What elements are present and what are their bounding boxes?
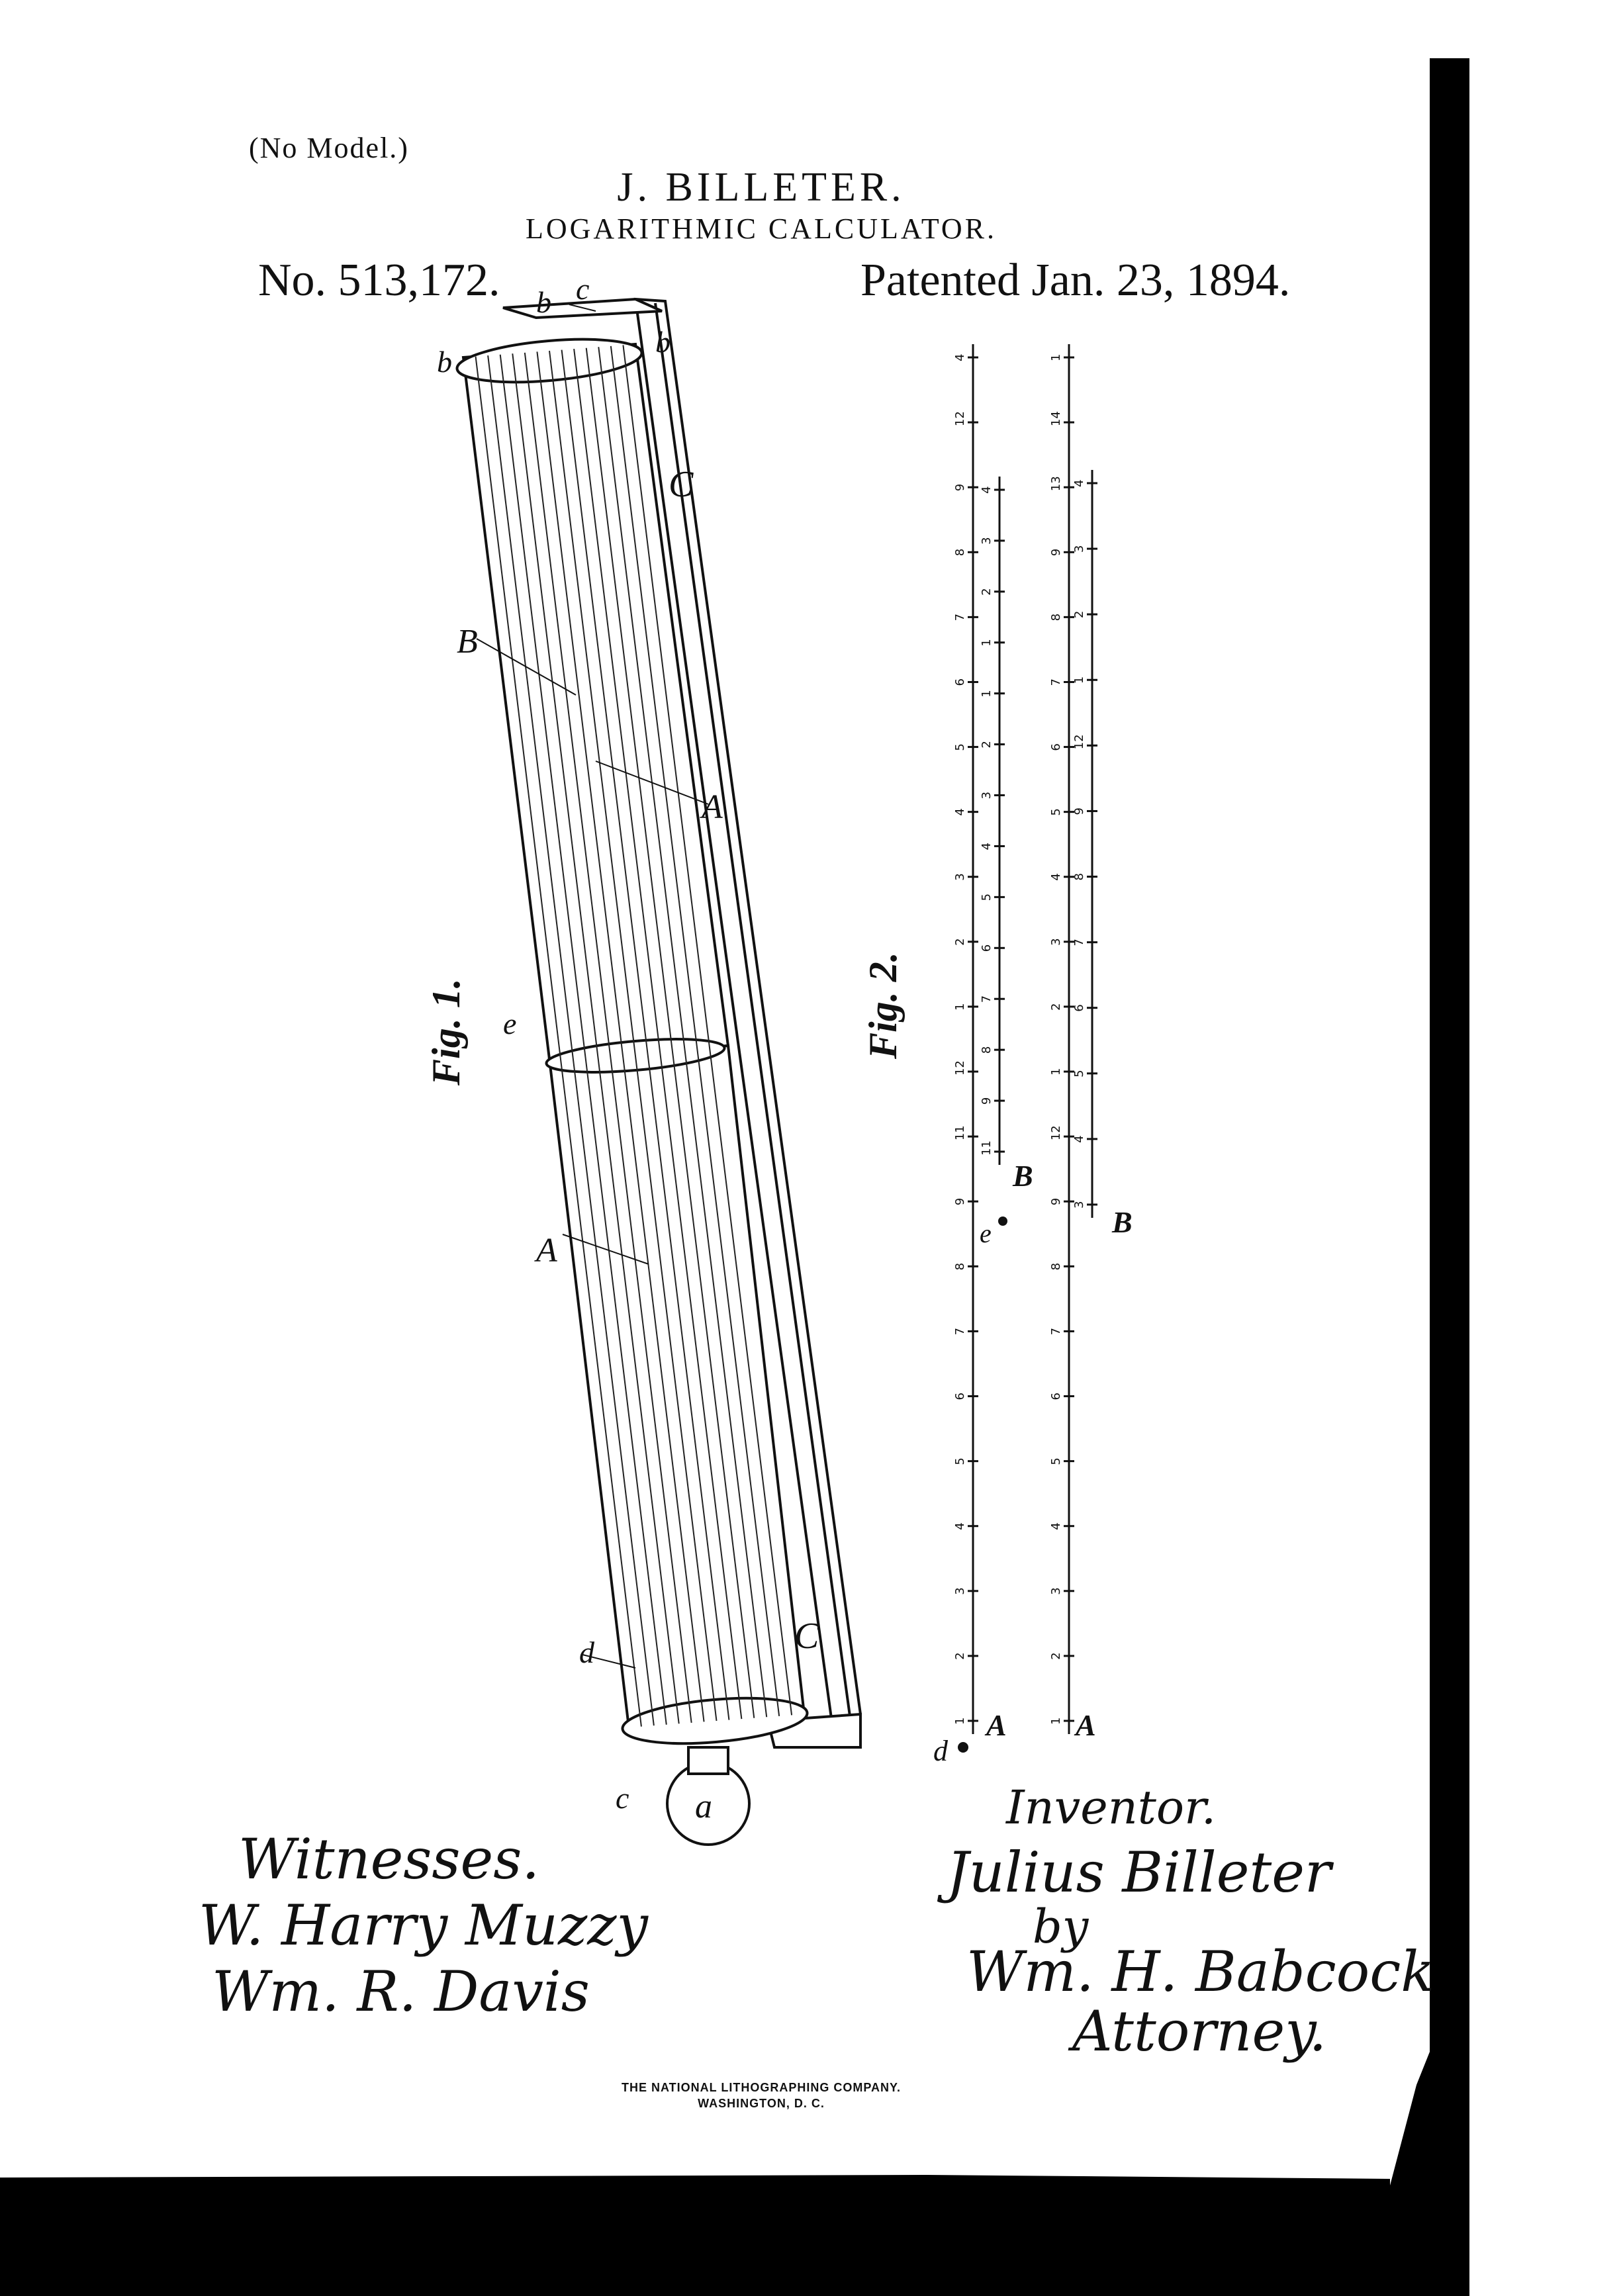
ref-letter-C-lower: C bbox=[794, 1616, 819, 1657]
scale-b-numeral: 8 bbox=[980, 1046, 994, 1054]
scale-b-numeral: 3 bbox=[980, 792, 994, 800]
ref-letter-A-fig2-a: A bbox=[986, 1708, 1007, 1742]
scale-c-numeral: 3 bbox=[1049, 938, 1063, 946]
scale-a-numeral: 4 bbox=[953, 808, 967, 816]
figure-2-label: Fig. 2. bbox=[861, 952, 905, 1059]
scale-d-numeral: 9 bbox=[1072, 807, 1086, 815]
scale-d-numeral: 8 bbox=[1072, 873, 1086, 881]
ref-letter-A-upper: A bbox=[702, 788, 723, 826]
scale-b-numeral: 4 bbox=[980, 486, 994, 494]
scale-a-numeral: 11 bbox=[953, 1125, 967, 1141]
ref-letter-a: a bbox=[695, 1788, 712, 1825]
ref-letter-d: d bbox=[579, 1635, 594, 1669]
scale-a-numeral: 7 bbox=[953, 613, 967, 621]
scale-d-numeral: 3 bbox=[1072, 545, 1086, 553]
scale-a-numeral: 3 bbox=[953, 1587, 967, 1595]
scale-c-numeral: 3 bbox=[1049, 1587, 1063, 1595]
scale-d-numeral: 3 bbox=[1072, 1201, 1086, 1209]
patent-date: Patented Jan. 23, 1894. bbox=[860, 255, 1291, 306]
scale-a-numeral: 1 bbox=[953, 1003, 967, 1011]
scale-a-numeral: 6 bbox=[953, 678, 967, 686]
scale-b-numeral: 1 bbox=[980, 690, 994, 698]
scale-a-numeral: 1 bbox=[953, 1717, 967, 1725]
lithographer-location: WASHINGTON, D. C. bbox=[698, 2097, 825, 2110]
ref-letter-A-fig2-b: A bbox=[1076, 1708, 1096, 1742]
scale-a-numeral: 9 bbox=[953, 1197, 967, 1206]
model-note: (No Model.) bbox=[249, 132, 409, 164]
ref-letter-B-fig2-b: B bbox=[1112, 1205, 1133, 1239]
scale-c-numeral: 7 bbox=[1049, 678, 1063, 686]
scale-c-numeral: 4 bbox=[1049, 1522, 1063, 1530]
scale-b-numeral: 11 bbox=[980, 1140, 994, 1156]
scale-b-numeral: 2 bbox=[980, 588, 994, 596]
scale-c-numeral: 6 bbox=[1049, 743, 1063, 751]
scale-d-numeral: 6 bbox=[1072, 1004, 1086, 1012]
ref-letter-e-fig2: e bbox=[980, 1218, 992, 1248]
scale-c-numeral: 2 bbox=[1049, 1652, 1063, 1660]
scale-a-numeral: 8 bbox=[953, 548, 967, 557]
scale-b-numeral: 5 bbox=[980, 893, 994, 901]
ref-letter-e: e bbox=[503, 1007, 517, 1040]
scale-d-numeral: 7 bbox=[1072, 939, 1086, 946]
scale-b-numeral: 2 bbox=[980, 741, 994, 749]
scale-a-numeral: 12 bbox=[953, 1060, 967, 1076]
scale-d-numeral: 5 bbox=[1072, 1070, 1086, 1078]
scale-c-numeral: 5 bbox=[1049, 808, 1063, 816]
scale-a-numeral: 9 bbox=[953, 483, 967, 492]
patent-number: No. 513,172. bbox=[258, 255, 500, 306]
lithographer-name: THE NATIONAL LITHOGRAPHING COMPANY. bbox=[622, 2081, 901, 2094]
scale-c-numeral: 1 bbox=[1049, 353, 1063, 361]
inventor-signature: Julius Billeter bbox=[947, 1840, 1332, 1905]
scale-b-numeral: 7 bbox=[980, 995, 994, 1003]
attorney-heading: Attorney. bbox=[1072, 1999, 1327, 2064]
witness-1-signature: W. Harry Muzzy bbox=[199, 1893, 648, 1958]
ref-letter-C-top: C bbox=[669, 464, 694, 505]
scale-a-numeral: 8 bbox=[953, 1262, 967, 1271]
scale-c-numeral: 1 bbox=[1049, 1717, 1063, 1725]
ref-letter-b-top: b bbox=[536, 285, 551, 319]
scale-b-numeral: 3 bbox=[980, 537, 994, 545]
scale-d-numeral: 4 bbox=[1072, 479, 1086, 487]
scale-a-numeral: 6 bbox=[953, 1393, 967, 1401]
inventor-heading: Inventor. bbox=[1006, 1780, 1217, 1835]
by-word: by bbox=[1033, 1900, 1089, 1954]
scale-c-numeral: 9 bbox=[1049, 548, 1063, 557]
scale-c-numeral: 4 bbox=[1049, 873, 1063, 881]
scale-c-numeral: 8 bbox=[1049, 1262, 1063, 1271]
scale-a-numeral: 2 bbox=[953, 938, 967, 946]
witnesses-heading: Witnesses. bbox=[238, 1827, 540, 1892]
scale-d-numeral: 12 bbox=[1072, 734, 1086, 750]
scale-b-numeral: 9 bbox=[980, 1097, 994, 1105]
scale-b-numeral: 4 bbox=[980, 843, 994, 850]
ref-letter-d-fig2: d bbox=[933, 1735, 948, 1767]
scale-d-numeral: 1 bbox=[1072, 676, 1086, 684]
scale-a-numeral: 5 bbox=[953, 1457, 967, 1465]
scale-c-numeral: 1 bbox=[1049, 1068, 1063, 1076]
scale-d-numeral: 4 bbox=[1072, 1135, 1086, 1143]
ref-letter-B: B bbox=[457, 623, 478, 661]
scale-c-numeral: 12 bbox=[1049, 1125, 1063, 1141]
scale-a-numeral: 2 bbox=[953, 1652, 967, 1660]
scale-b-numeral: 6 bbox=[980, 944, 994, 952]
witness-2-signature: Wm. R. Davis bbox=[212, 1959, 590, 2024]
invention-title: LOGARITHMIC CALCULATOR. bbox=[525, 212, 997, 245]
scale-c-numeral: 2 bbox=[1049, 1003, 1063, 1011]
attorney-signature: Wm. H. Babcock bbox=[966, 1939, 1435, 2004]
scale-b-numeral: 1 bbox=[980, 639, 994, 647]
scale-a-numeral: 5 bbox=[953, 743, 967, 751]
figure-1-label: Fig. 1. bbox=[424, 978, 468, 1085]
scale-c-numeral: 6 bbox=[1049, 1393, 1063, 1401]
scale-a-numeral: 12 bbox=[953, 411, 967, 427]
ref-letter-c-top: c bbox=[576, 272, 590, 306]
ref-letter-B-fig2-a: B bbox=[1013, 1159, 1033, 1193]
ref-letter-b-right: b bbox=[655, 325, 671, 359]
scale-c-numeral: 5 bbox=[1049, 1457, 1063, 1465]
scale-a-numeral: 4 bbox=[953, 1522, 967, 1530]
scale-c-numeral: 7 bbox=[1049, 1327, 1063, 1336]
scale-a-numeral: 3 bbox=[953, 873, 967, 881]
scale-c-numeral: 14 bbox=[1049, 411, 1063, 427]
scale-c-numeral: 13 bbox=[1049, 476, 1063, 492]
ref-letter-b-left: b bbox=[437, 345, 452, 379]
ref-letter-A-lower: A bbox=[536, 1232, 557, 1269]
scale-a-numeral: 4 bbox=[953, 353, 967, 361]
inventor-name-title: J. BILLETER. bbox=[617, 165, 905, 210]
scale-a-numeral: 7 bbox=[953, 1327, 967, 1336]
scale-d-numeral: 2 bbox=[1072, 610, 1086, 619]
scale-c-numeral: 9 bbox=[1049, 1197, 1063, 1206]
scale-c-numeral: 8 bbox=[1049, 613, 1063, 621]
ref-letter-c-lower: c bbox=[616, 1781, 629, 1815]
